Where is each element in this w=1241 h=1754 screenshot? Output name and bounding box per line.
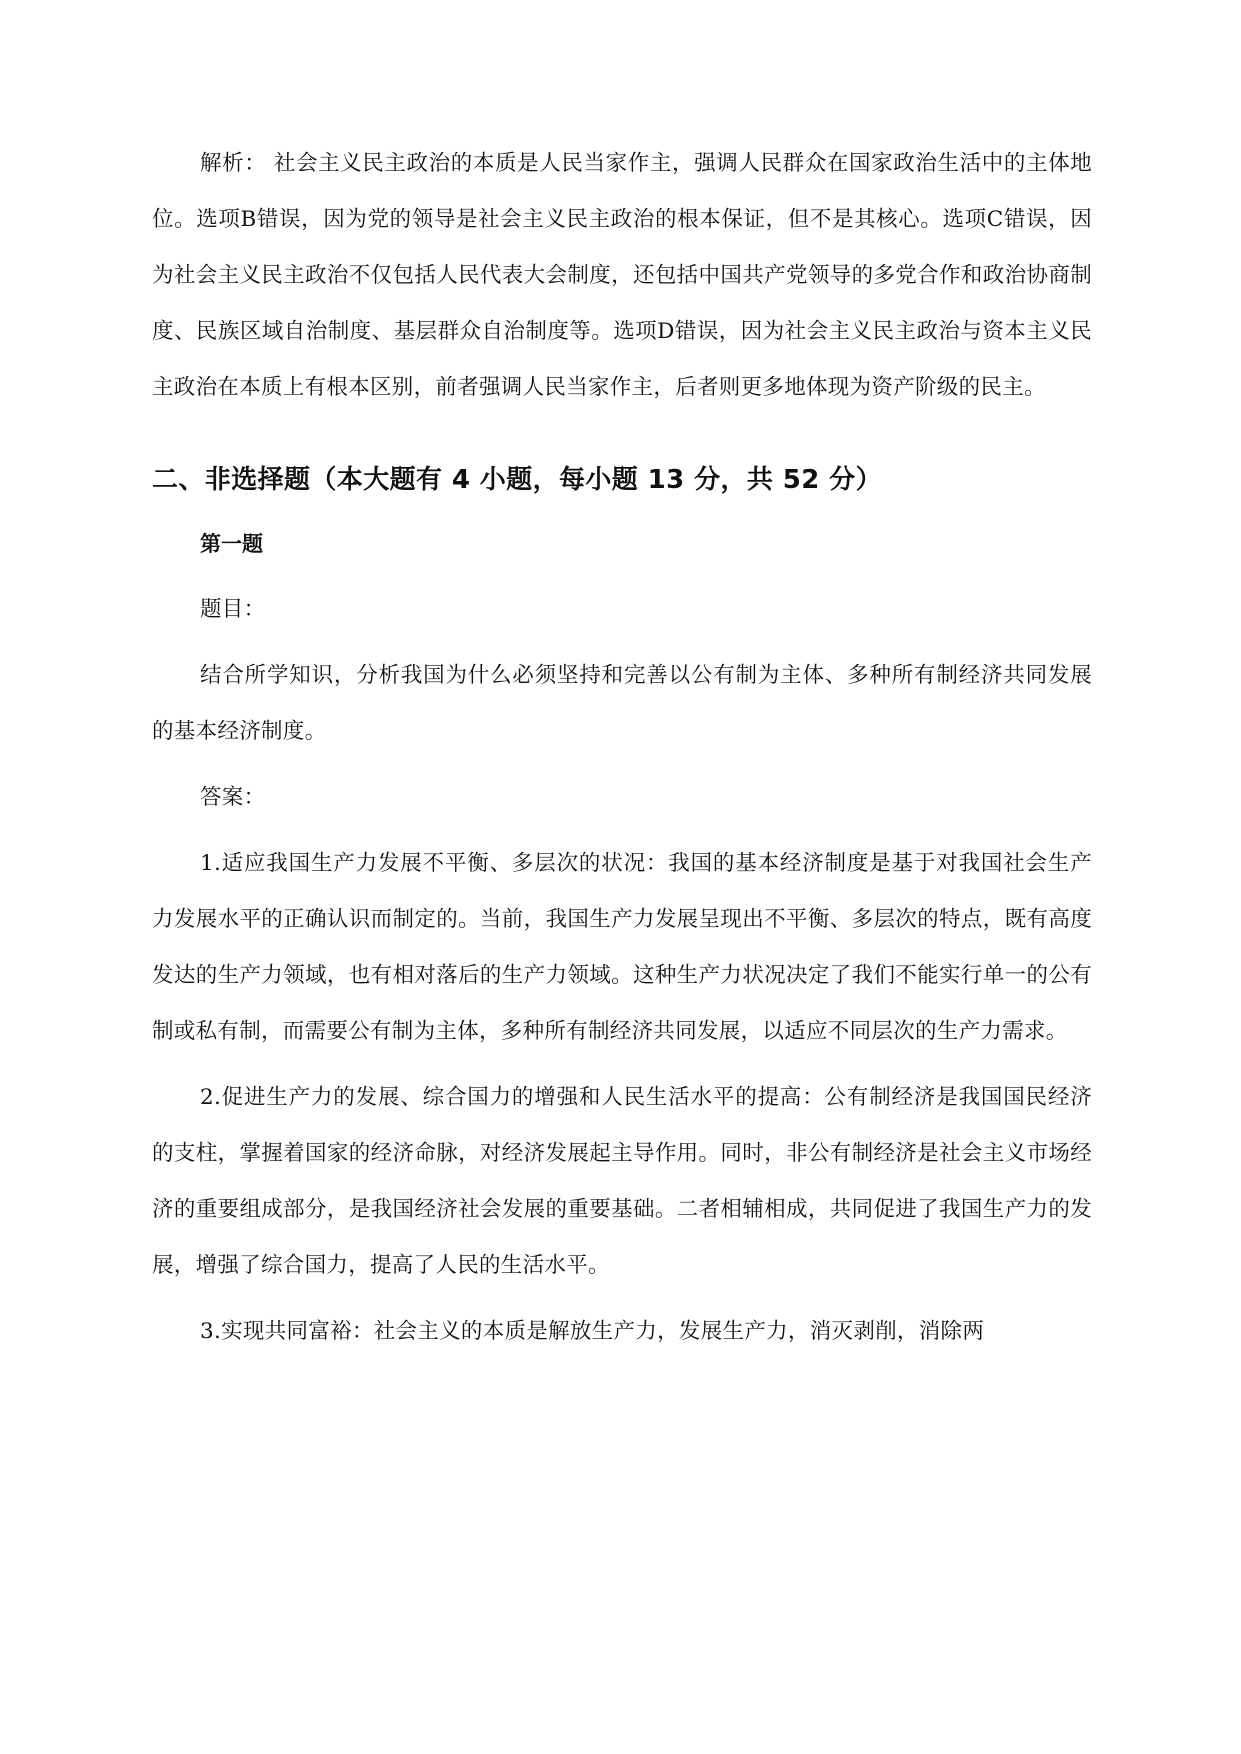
answer-point-1: 1.适应我国生产力发展不平衡、多层次的状况：我国的基本经济制度是基于对我国社会生产力发展水平的正确认识而制定的。当前，我国生产力发展呈现出不平衡、多层次的特点，既有高度发达的生产力领域，也有相对落后的生产力领域。这种生产力状况决定了我们不能实行单一的公有制或私有制，而需要公有制为主体，多种所有制经济共同发展，以适应不同层次的生产力需求。 [152,851,1092,1044]
question-title: 第一题 [200,532,263,556]
section-title: 二、非选择题（本大题有 4 小题，每小题 13 分，共 52 分） [152,465,882,495]
question-prompt-text: 结合所学知识，分析我国为什么必须坚持和完善以公有制为主体、多种所有制经济共同发展的基本经济制度。 [152,663,1092,744]
question-prompt-label: 题目： [200,597,266,622]
document-page [152,136,1092,1360]
answer-label: 答案： [200,785,266,810]
answer-point-2: 2.促进生产力的发展、综合国力的增强和人民生活水平的提高：公有制经济是我国国民经济的支柱，掌握着国家的经济命脉，对经济发展起主导作用。同时，非公有制经济是社会主义市场经济的重要组成部分，是我国经济社会发展的重要基础。二者相辅相成，共同促进了我国生产力的发展，增强了综合国力，提高了人民的生活水平。 [152,1085,1092,1278]
answer-point-3: 3.实现共同富裕：社会主义的本质是解放生产力，发展生产力，消灭剥削，消除两 [200,1319,985,1344]
analysis-paragraph: 解析： 社会主义民主政治的本质是人民当家作主，强调人民群众在国家政治生活中的主体地位。选项B错误，因为党的领导是社会主义民主政治的根本保证，但不是其核心。选项C错误，因为社会主义民主政治不仅包括人民代表大会制度，还包括中国共产党领导的多党合作和政治协商制度、民族区域自治制度、基层群众自治制度等。选项D错误，因为社会主义民主政治与资本主义民主政治在本质上有根本区别，前者强调人民当家作主，后者则更多地体现为资产阶级的民主。 [152,151,1092,400]
